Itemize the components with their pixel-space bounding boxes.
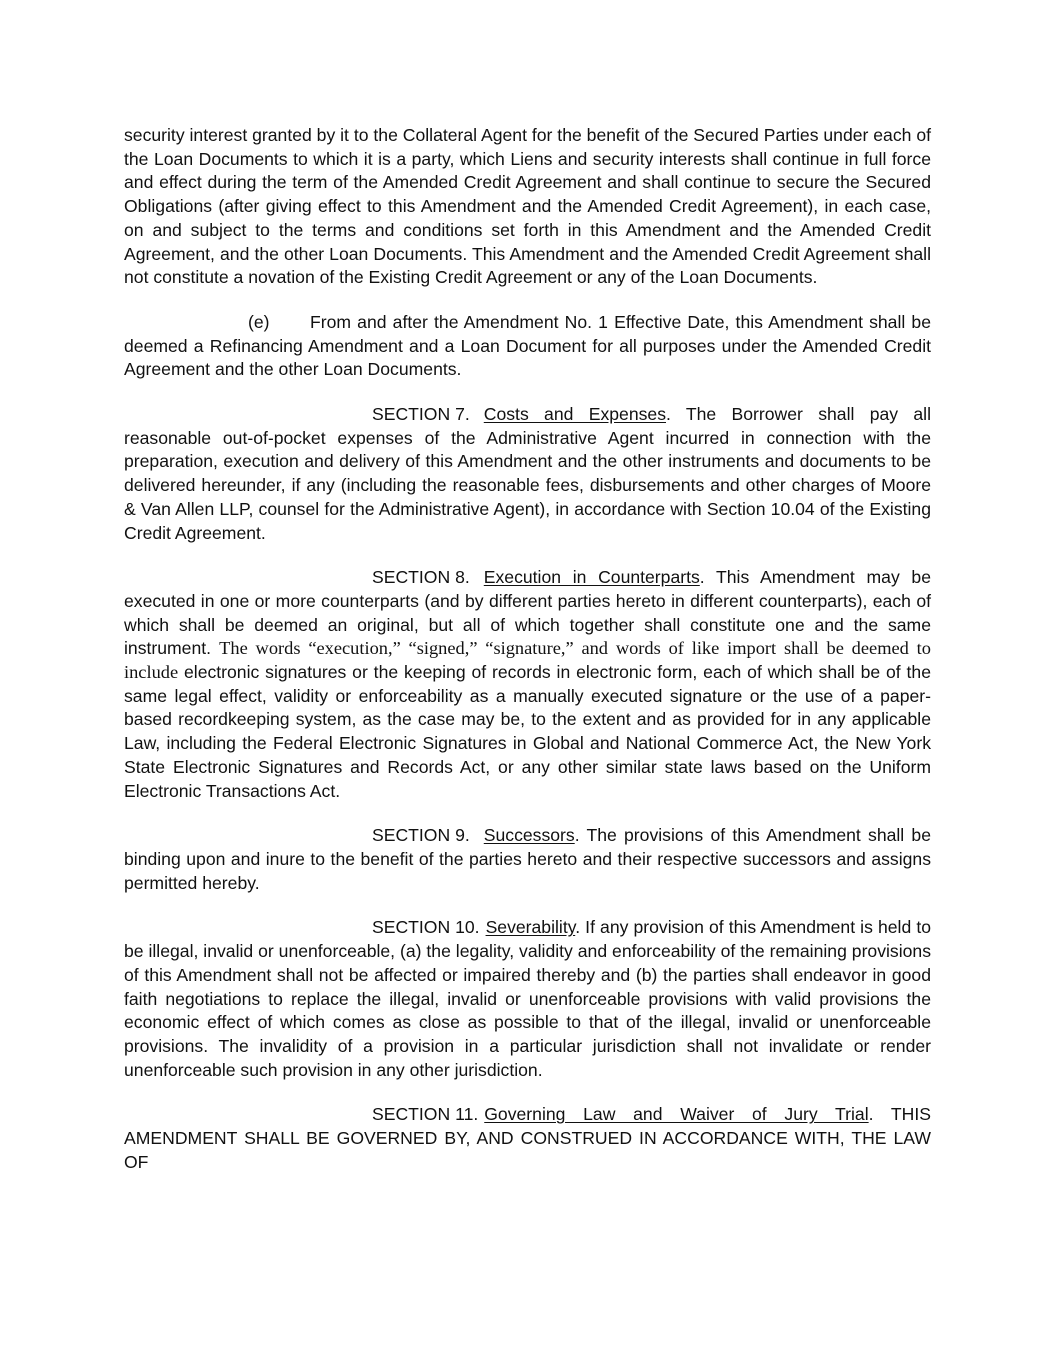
section-number: SECTION 10.	[372, 917, 480, 938]
section-heading: Costs and Expenses	[483, 404, 666, 425]
section-7	[124, 403, 931, 545]
item-number: (e)	[248, 311, 270, 332]
section-number: SECTION 8.	[372, 567, 470, 588]
section-heading: Severability	[485, 917, 576, 938]
section-number: SECTION 9.	[372, 825, 470, 846]
section-heading: Execution in Counterparts	[483, 567, 700, 588]
section-text: . This Amendment may be executed in one or more counterparts (and by different parties hereto in different counterparts), each of which shall be deemed an original, but all of which together shall constitute one and the same instrument.	[124, 567, 931, 659]
paragraph-continuation	[124, 124, 931, 290]
section-8	[124, 566, 931, 803]
paragraph-text: From and after the Amendment No. 1 Effective Date, this Amendment shall be deemed a Refinancing Amendment and a Loan Document for all purposes under the Amended Credit Agreement and the other Loan Documents.	[124, 311, 931, 380]
section-text: . THIS AMENDMENT SHALL BE GOVERNED BY, AND CONSTRUED IN ACCORDANCE WITH, THE LAW OF	[124, 1104, 931, 1172]
section-text: . The provisions of this Amendment shall be binding upon and inure to the benefit of the parties hereto and their respective successors and assigns permitted hereby.	[124, 825, 931, 893]
section-text: . The Borrower shall pay all reasonable out-of-pocket expenses of the Administrative Agent incurred in connection with the preparation, execution and delivery of this Amendment and the other instruments and documents to be delivered hereunder, if any (including the reasonable fees, disbursements and other charges of Moore & Van Allen LLP, counsel for the Administrative Agent), in accordance with Section 10.04 of the Existing Credit Agreement.	[124, 404, 931, 543]
section-heading: Successors	[483, 825, 575, 846]
section-number: SECTION 11.	[372, 1104, 479, 1125]
section-text-serif: The words “execution,” “signed,” “signature,” and words of like import shall be deemed to include	[124, 638, 931, 683]
section-11	[124, 1103, 931, 1174]
paragraph-e	[124, 311, 931, 382]
paragraph-text: security interest granted by it to the Collateral Agent for the benefit of the Secured Parties under each of the Loan Documents to which it is a party, which Liens and security interests shall continue in full force and effect during the term of the Amended Credit Agreement and shall continue to secure the Secured Obligations (after giving effect to this Amendment and the Amended Credit Agreement), in each case, on and subject to the terms and conditions set forth in this Amendment and the Amended Credit Agreement, and the other Loan Documents. This Amendment and the Amended Credit Agreement shall not constitute a novation of the Existing Credit Agreement or any of the Loan Documents.	[124, 125, 931, 288]
section-text: . If any provision of this Amendment is held to be illegal, invalid or unenforceable, (a) the legality, validity and enforceability of the remaining provisions of this Amendment shall not be affected or impaired thereby and (b) the parties shall endeavor in good faith negotiations to replace the illegal, invalid or unenforceable provisions with valid provisions the economic effect of which comes as close as possible to that of the illegal, invalid or unenforceable provisions. The invalidity of a provision in a particular jurisdiction shall not invalidate or render unenforceable such provision in any other jurisdiction.	[124, 917, 931, 1080]
section-text: electronic signatures or the keeping of records in electronic form, each of which shall be of the same legal effect, validity or enforceability as a manually executed signature or the use of a paper-based recordkeeping system, as the case may be, to the extent and as provided for in any applicable Law, including the Federal Electronic Signatures in Global and National Commerce Act, the New York State Electronic Signatures and Records Act, or any other similar state laws based on the Uniform Electronic Transactions Act.	[124, 662, 931, 801]
section-heading: Governing Law and Waiver of Jury Trial	[484, 1104, 869, 1125]
section-10	[124, 916, 931, 1082]
section-number: SECTION 7.	[372, 404, 470, 425]
document-page	[124, 124, 931, 1195]
section-9	[124, 824, 931, 895]
